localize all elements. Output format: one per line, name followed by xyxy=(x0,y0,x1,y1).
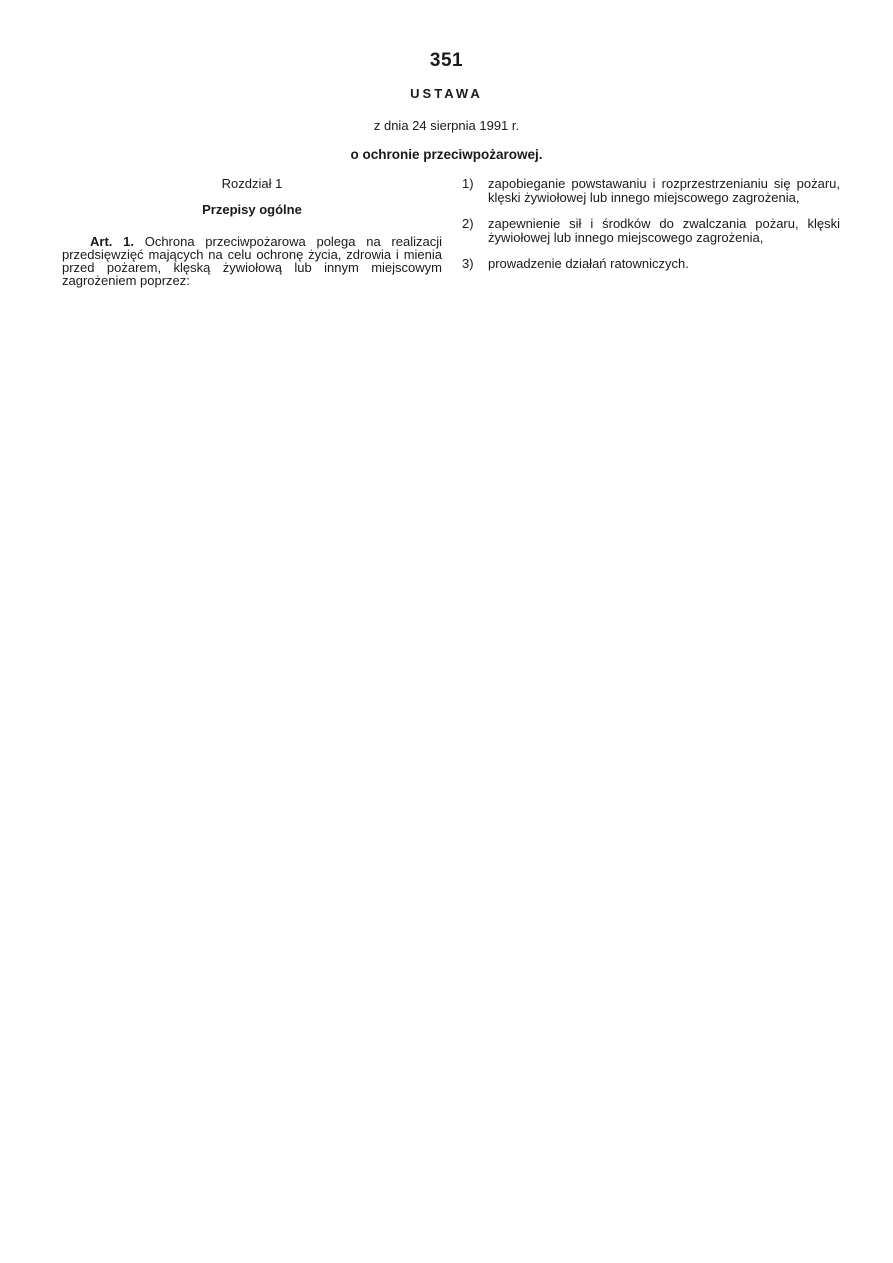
list-item-number: 1) xyxy=(462,176,474,191)
document-type: USTAWA xyxy=(410,86,483,101)
article-1-label: Art. 1. xyxy=(90,234,134,249)
list-item-text: zapewnienie sił i środków do zwalczania pożaru, klęski żywiołowej lub innego miejscowego zagrożenia, xyxy=(488,216,840,245)
left-column xyxy=(62,176,442,287)
list-item xyxy=(462,177,840,205)
document-subject: o ochronie przeciwpożarowej. xyxy=(350,147,543,162)
list-item-number: 3) xyxy=(462,256,474,271)
page-number: 351 xyxy=(429,50,464,71)
article-1 xyxy=(62,235,442,287)
list-item-number: 2) xyxy=(462,216,474,231)
right-column xyxy=(462,177,840,283)
list-item xyxy=(462,217,840,245)
list-item-text: prowadzenie działań ratowniczych. xyxy=(488,256,689,271)
chapter-title: Rozdział 1 xyxy=(221,176,283,191)
article-1-text: Ochrona przeciwpożarowa polega na realizacji przedsięwzięć mających na celu ochronę życia, zdrowia i mienia przed pożarem, klęską żywiołową lub innym miejscowym zagrożeniem poprzez: xyxy=(62,234,442,288)
list-item-text: zapobieganie powstawaniu i rozprzestrzenianiu się pożaru, klęski żywiołowej lub innego miejscowego zagrożenia, xyxy=(488,176,840,205)
chapter-name: Przepisy ogólne xyxy=(202,202,302,217)
list-item xyxy=(462,257,840,271)
document-date: z dnia 24 sierpnia 1991 r. xyxy=(373,118,520,133)
